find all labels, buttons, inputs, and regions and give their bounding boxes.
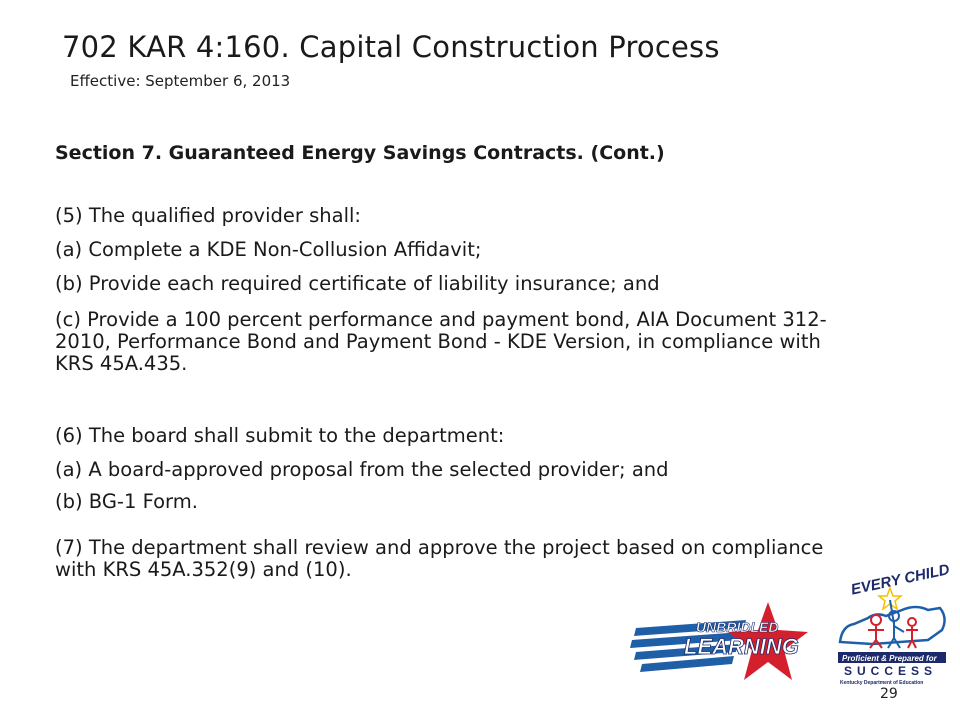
- page-title: 702 KAR 4:160. Capital Construction Process: [62, 30, 720, 64]
- every-child-logo: [832, 560, 952, 690]
- paragraph-6b: (b) BG-1 Form.: [55, 490, 198, 513]
- paragraph-6a: (a) A board-approved proposal from the selected provider; and: [55, 458, 669, 481]
- every-child-heading: EVERY CHILD: [849, 561, 952, 599]
- tagline-text: Proficient & Prepared for: [842, 654, 937, 663]
- paragraph-5: (5) The qualified provider shall:: [55, 204, 361, 227]
- department-text: Kentucky Department of Education: [840, 680, 924, 686]
- paragraph-5b: (b) Provide each required certificate of liability insurance; and: [55, 272, 660, 295]
- learning-text: LEARNING: [684, 634, 799, 659]
- paragraph-5c: (c) Provide a 100 percent performance and payment bond, AIA Document 312-2010, Performance Bond and Payment Bond - KDE Version, in compliance with KRS 45A.435.: [55, 308, 827, 375]
- page-number: 29: [880, 686, 898, 702]
- unbridled-text: UNBRIDLED: [696, 619, 779, 635]
- paragraph-5a: (a) Complete a KDE Non-Collusion Affidavit;: [55, 238, 482, 261]
- paragraph-7: (7) The department shall review and approve the project based on compliance with KRS 45A.352(9) and (10).: [55, 536, 824, 581]
- unbridled-learning-logo: [628, 590, 816, 692]
- effective-date: Effective: September 6, 2013: [70, 72, 291, 90]
- success-text: SUCCESS: [844, 664, 938, 678]
- paragraph-6: (6) The board shall submit to the department:: [55, 424, 505, 447]
- section-heading: Section 7. Guaranteed Energy Savings Contracts. (Cont.): [55, 142, 665, 164]
